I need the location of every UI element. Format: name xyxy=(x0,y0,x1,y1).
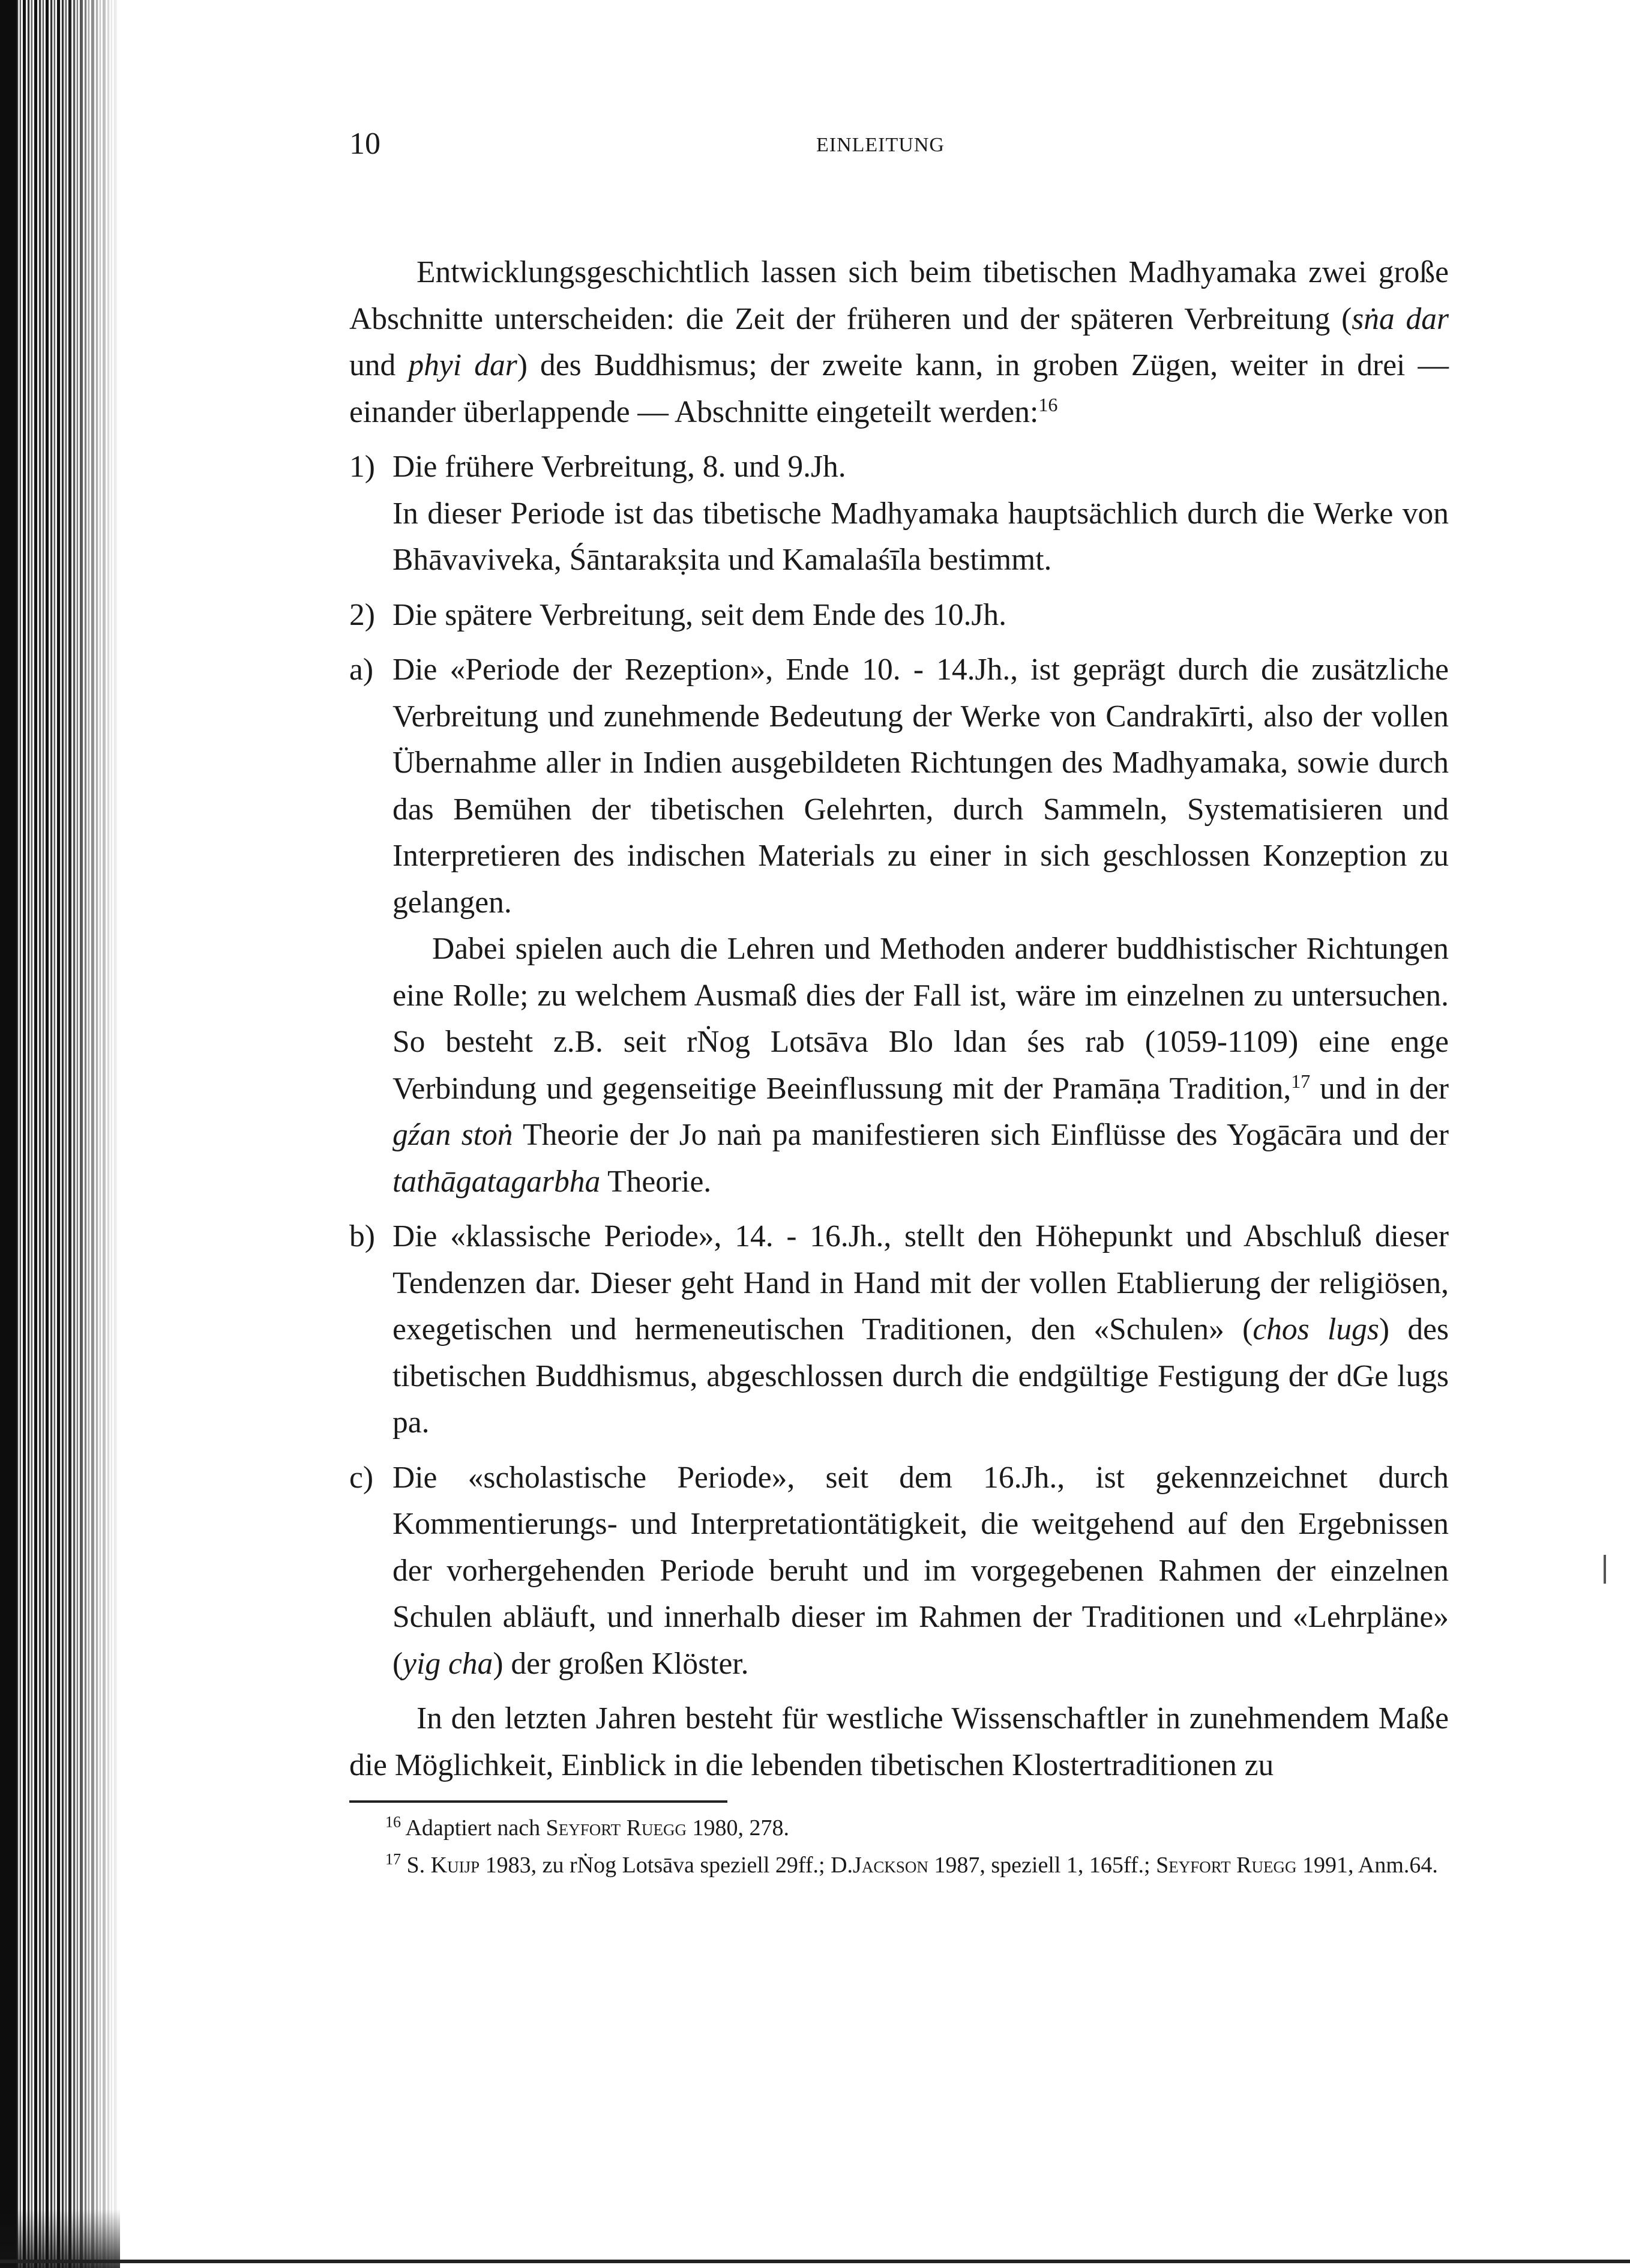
text-run: ) der großen Klöster. xyxy=(493,1646,749,1681)
text-run: Dabei spielen auch die Lehren und Methoden anderer buddhistischer Richtungen eine Rolle; zu welchem Ausmaß dies der Fall ist, wäre im einzelnen zu untersuchen. So besteht z.B. seit rṄog Lotsāva Blo ldan śes rab (1059-1109) eine enge Verbindung und gegenseitige Beeinflussung mit der Pramāṇa Tradition, xyxy=(392,932,1449,1106)
list-label: a) xyxy=(349,653,374,687)
footnote-separator xyxy=(349,1800,727,1803)
author-name: Seyfort Ruegg xyxy=(1156,1853,1297,1878)
closing-paragraph: In den letzten Jahren besteht für westliche Wissenschaftler in zunehmendem Maße die Möglichkeit, Einblick in die lebenden tibetischen Klostertraditionen zu xyxy=(349,1701,1449,1782)
text-run: und xyxy=(349,348,409,382)
author-name: Seyfort Ruegg xyxy=(546,1815,687,1841)
text-run: Die «klassische Periode», 14. - 16.Jh., stellt den Höhepunkt und Abschluß dieser Tendenzen dar. Dieser geht Hand in Hand mit der vollen Etablierung der religiösen, exegetischen und hermeneutischen Traditionen, den «Schulen» ( xyxy=(392,1219,1449,1347)
author-name: Jackson xyxy=(853,1853,928,1878)
footnote-ref-16[interactable]: 16 xyxy=(1038,393,1058,415)
list-label: 1) xyxy=(349,450,375,484)
text-run: Entwicklungsgeschichtlich lassen sich beim tibetischen Madhyamaka zwei große Abschnitte unterscheiden: die Zeit der früheren und der späteren Verbreitung ( xyxy=(349,255,1449,336)
text-run: Theorie. xyxy=(600,1164,712,1199)
list-text xyxy=(392,1455,1449,1687)
list-item-b xyxy=(349,1213,1449,1446)
footnote-17 xyxy=(349,1850,1449,1880)
italic-term: chos lugs xyxy=(1253,1312,1379,1347)
list-text: In dieser Periode ist das tibetische Madhyamaka hauptsächlich durch die Werke von Bhāvaviveka, Śāntarakṣita und Kamalaśīla bestimmt. xyxy=(392,496,1449,577)
page-number: 10 xyxy=(349,127,380,161)
italic-term: tathāgatagarbha xyxy=(392,1164,601,1199)
footnotes xyxy=(349,1813,1449,1887)
list-content xyxy=(392,592,1449,639)
list-label: b) xyxy=(349,1219,375,1253)
text-run: S. xyxy=(406,1853,431,1878)
list-content xyxy=(392,1455,1449,1687)
text-run: 1991, Anm.64. xyxy=(1296,1853,1438,1878)
book-binding-shadow xyxy=(0,0,17,2268)
list-content xyxy=(392,444,1449,584)
intro-paragraph xyxy=(349,249,1449,435)
text-run: Die «scholastische Periode», seit dem 16.Jh., ist gekennzeichnet durch Kommentierungs- und Interpretationtätigkeit, die weitgehend auf den Ergebnissen der vorhergehenden Periode beruht und im vorgegebenen Rahmen der einzelnen Schulen abläuft, und innerhalb dieser im Rahmen der Traditionen und «Lehrpläne» ( xyxy=(392,1460,1449,1681)
scan-mark xyxy=(1604,1555,1606,1584)
list-label: c) xyxy=(349,1460,374,1495)
list-label: 2) xyxy=(349,597,375,632)
text-run: Adaptiert nach xyxy=(405,1815,546,1841)
list-item-a xyxy=(349,647,1449,1205)
footnote-number: 16 xyxy=(385,1813,401,1831)
list-text xyxy=(392,1213,1449,1446)
text-run: ) des tibetischen Buddhismus, abgeschlossen durch die endgültige Festigung der dGe lugs pa. xyxy=(392,1312,1449,1440)
list-text: Die «Periode der Rezeption», Ende 10. - 14.Jh., ist geprägt durch die zusätzliche Verbreitung und zunehmende Bedeutung der Werke von Candrakīrti, also der vollen Übernahme aller in Indien ausgebildeten Richtungen des Madhyamaka, sowie durch das Bemühen der tibetischen Gelehrten, durch Sammeln, Systematisieren und Interpretieren des indischen Materials zu einer in sich geschlossen Konzeption zu gelangen. xyxy=(392,653,1449,920)
author-name: Kuijp xyxy=(430,1853,480,1878)
list-item-2 xyxy=(349,592,1449,639)
text-run: ) des Buddhismus; der zweite kann, in groben Zügen, weiter in drei — einander überlappende — Abschnitte eingeteilt werden: xyxy=(349,348,1449,429)
text-run: 1983, zu rṄog Lotsāva speziell 29ff.; D. xyxy=(480,1853,853,1878)
text-run: Theorie der Jo naṅ pa manifestieren sich Einflüsse des Yogācāra und der xyxy=(513,1118,1449,1152)
scan-bottom-edge xyxy=(0,2260,1630,2263)
list-subparagraph xyxy=(392,926,1449,1205)
footnote-ref-17[interactable]: 17 xyxy=(1291,1070,1311,1092)
list-heading: Die frühere Verbreitung, 8. und 9.Jh. xyxy=(392,450,846,484)
list-content xyxy=(392,1213,1449,1446)
text-run: und in der xyxy=(1310,1071,1449,1106)
main-text xyxy=(349,249,1449,1788)
list-item-c xyxy=(349,1455,1449,1687)
italic-term: gźan stoṅ xyxy=(392,1118,513,1152)
italic-term: phyi dar xyxy=(408,348,517,382)
list-content xyxy=(392,647,1449,1205)
list-item-1 xyxy=(349,444,1449,584)
running-head: EINLEITUNG xyxy=(816,134,945,156)
footnote-number: 17 xyxy=(385,1850,401,1868)
book-binding-edge xyxy=(0,0,120,2268)
text-run: 1987, speziell 1, 165ff.; xyxy=(928,1853,1156,1878)
text-run: 1980, 278. xyxy=(687,1815,789,1841)
italic-term: sṅa dar xyxy=(1352,301,1449,336)
list-heading: Die spätere Verbreitung, seit dem Ende des 10.Jh. xyxy=(392,597,1007,632)
italic-term: yig cha xyxy=(403,1646,493,1681)
footnote-16 xyxy=(349,1813,1449,1843)
